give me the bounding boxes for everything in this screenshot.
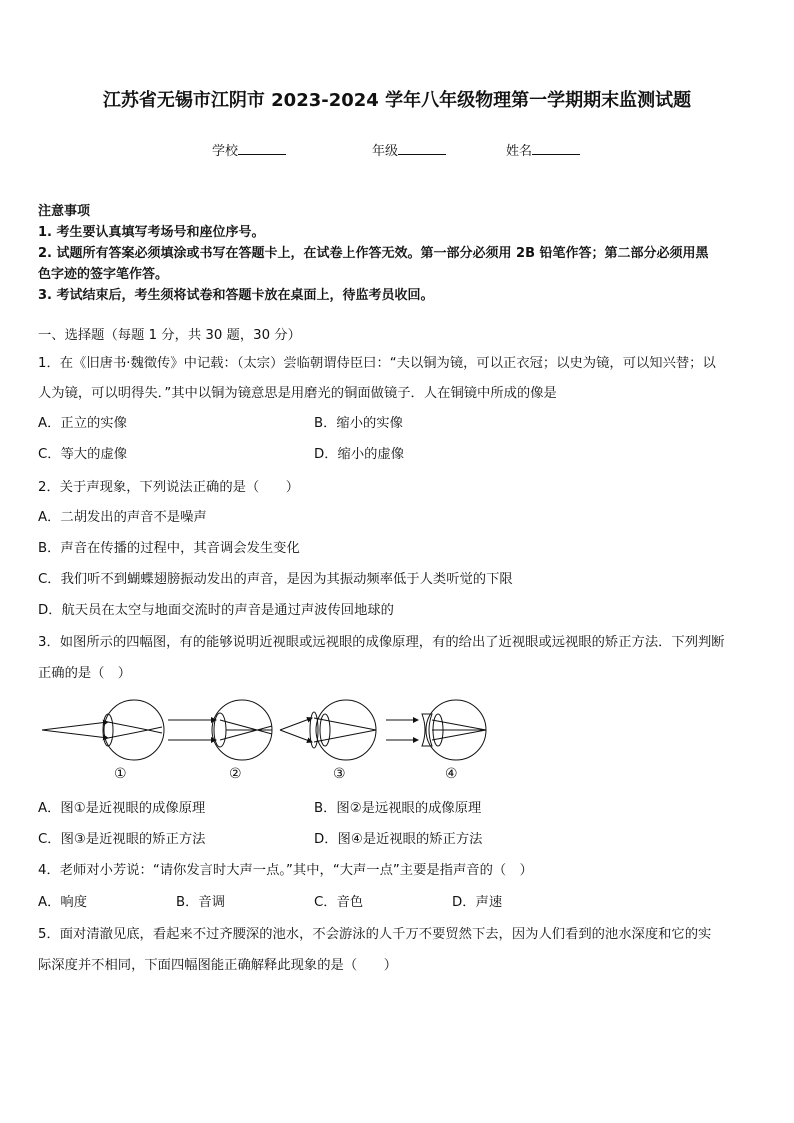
school-label: 学校	[212, 144, 239, 159]
notes-section	[38, 201, 758, 306]
q1-option-d: D．缩小的虚像	[314, 447, 405, 462]
q2-option-c: C．我们听不到蝴蝶翅膀振动发出的声音，是因为其振动频率低于人类听觉的下限	[38, 572, 513, 587]
school-field	[212, 140, 286, 159]
q5-line1: 5．面对清澈见底，看起来不过齐腰深的池水，不会游泳的人千万不要贸然下去，因为人们看到的池水深度和它的实	[38, 927, 712, 942]
notes-item: 2. 试题所有答案必须填涂或书写在答题卡上，在试卷上作答无效。第一部分必须用 2B 铅笔作答；第二部分必须用黑	[38, 246, 709, 261]
q3-option-a: A．图①是近视眼的成像原理	[38, 801, 206, 816]
q3-line1: 3．如图所示的四幅图，有的能够说明近视眼或远视眼的成像原理，有的给出了近视眼或远视眼的矫正方法．下列判断	[38, 635, 725, 650]
q4-option-c: C．音色	[314, 895, 364, 910]
q3-line2: 正确的是（ ）	[38, 666, 132, 681]
q3-option-d: D．图④是近视眼的矫正方法	[314, 832, 483, 847]
q1-line2: 人为镜，可以明得失．”其中以铜为镜意思是用磨光的铜面做镜子．人在铜镜中所成的像是	[38, 386, 557, 401]
section-heading: 一、选择题（每题 1 分，共 30 题，30 分）	[38, 328, 301, 343]
page-title: 江苏省无锡市江阴市 2023-2024 学年八年级物理第一学期期末监测试题	[102, 90, 692, 111]
name-blank	[532, 142, 580, 155]
q4-stem: 4．老师对小芳说：“请你发言时大声一点。”其中，“大声一点”主要是指声音的（ ）	[38, 863, 533, 878]
q4-option-d: D．声速	[452, 895, 503, 910]
eye-diagrams-figure	[38, 696, 508, 796]
q2-stem: 2．关于声现象，下列说法正确的是（ ）	[38, 480, 300, 495]
q3-option-c: C．图③是近视眼的矫正方法	[38, 832, 206, 847]
eye-diagram-3	[280, 700, 376, 760]
notes-item: 1. 考生要认真填写考场号和座位序号。	[38, 225, 265, 240]
name-label: 姓名	[506, 144, 533, 159]
q4-option-a: A．响度	[38, 895, 87, 910]
figure-label-2: ②	[229, 766, 242, 782]
q1-option-c: C．等大的虚像	[38, 447, 128, 462]
q1-option-a: A．正立的实像	[38, 416, 127, 431]
q2-option-a: A．二胡发出的声音不是噪声	[38, 510, 207, 525]
q1-option-b: B．缩小的实像	[314, 416, 403, 431]
name-field	[506, 140, 580, 159]
q1-line1: 1．在《旧唐书·魏徵传》中记载：（太宗）尝临朝谓侍臣曰：“夫以铜为镜，可以正衣冠；以史为镜，可以知兴替；以	[38, 356, 716, 371]
notes-item: 色字迹的签字笔作答。	[38, 267, 169, 282]
grade-field	[372, 140, 446, 159]
q3-option-b: B．图②是远视眼的成像原理	[314, 801, 482, 816]
figure-label-1: ①	[114, 766, 127, 782]
q2-option-d: D．航天员在太空与地面交流时的声音是通过声波传回地球的	[38, 603, 394, 618]
grade-label: 年级	[372, 144, 399, 159]
notes-heading: 注意事项	[38, 204, 91, 219]
q5-line2: 际深度并不相同，下面四幅图能正确解释此现象的是（ ）	[38, 958, 398, 973]
figure-label-3: ③	[333, 766, 346, 782]
q2-option-b: B．声音在传播的过程中，其音调会发生变化	[38, 541, 300, 556]
grade-blank	[398, 142, 446, 155]
eye-diagram-2	[168, 700, 272, 760]
figure-label-4: ④	[445, 766, 458, 782]
q4-option-b: B．音调	[176, 895, 226, 910]
eye-diagram-4	[386, 700, 486, 760]
school-blank	[238, 142, 286, 155]
eye-diagram-1	[42, 700, 164, 760]
notes-item: 3. 考试结束后，考生须将试卷和答题卡放在桌面上，待监考员收回。	[38, 288, 434, 303]
